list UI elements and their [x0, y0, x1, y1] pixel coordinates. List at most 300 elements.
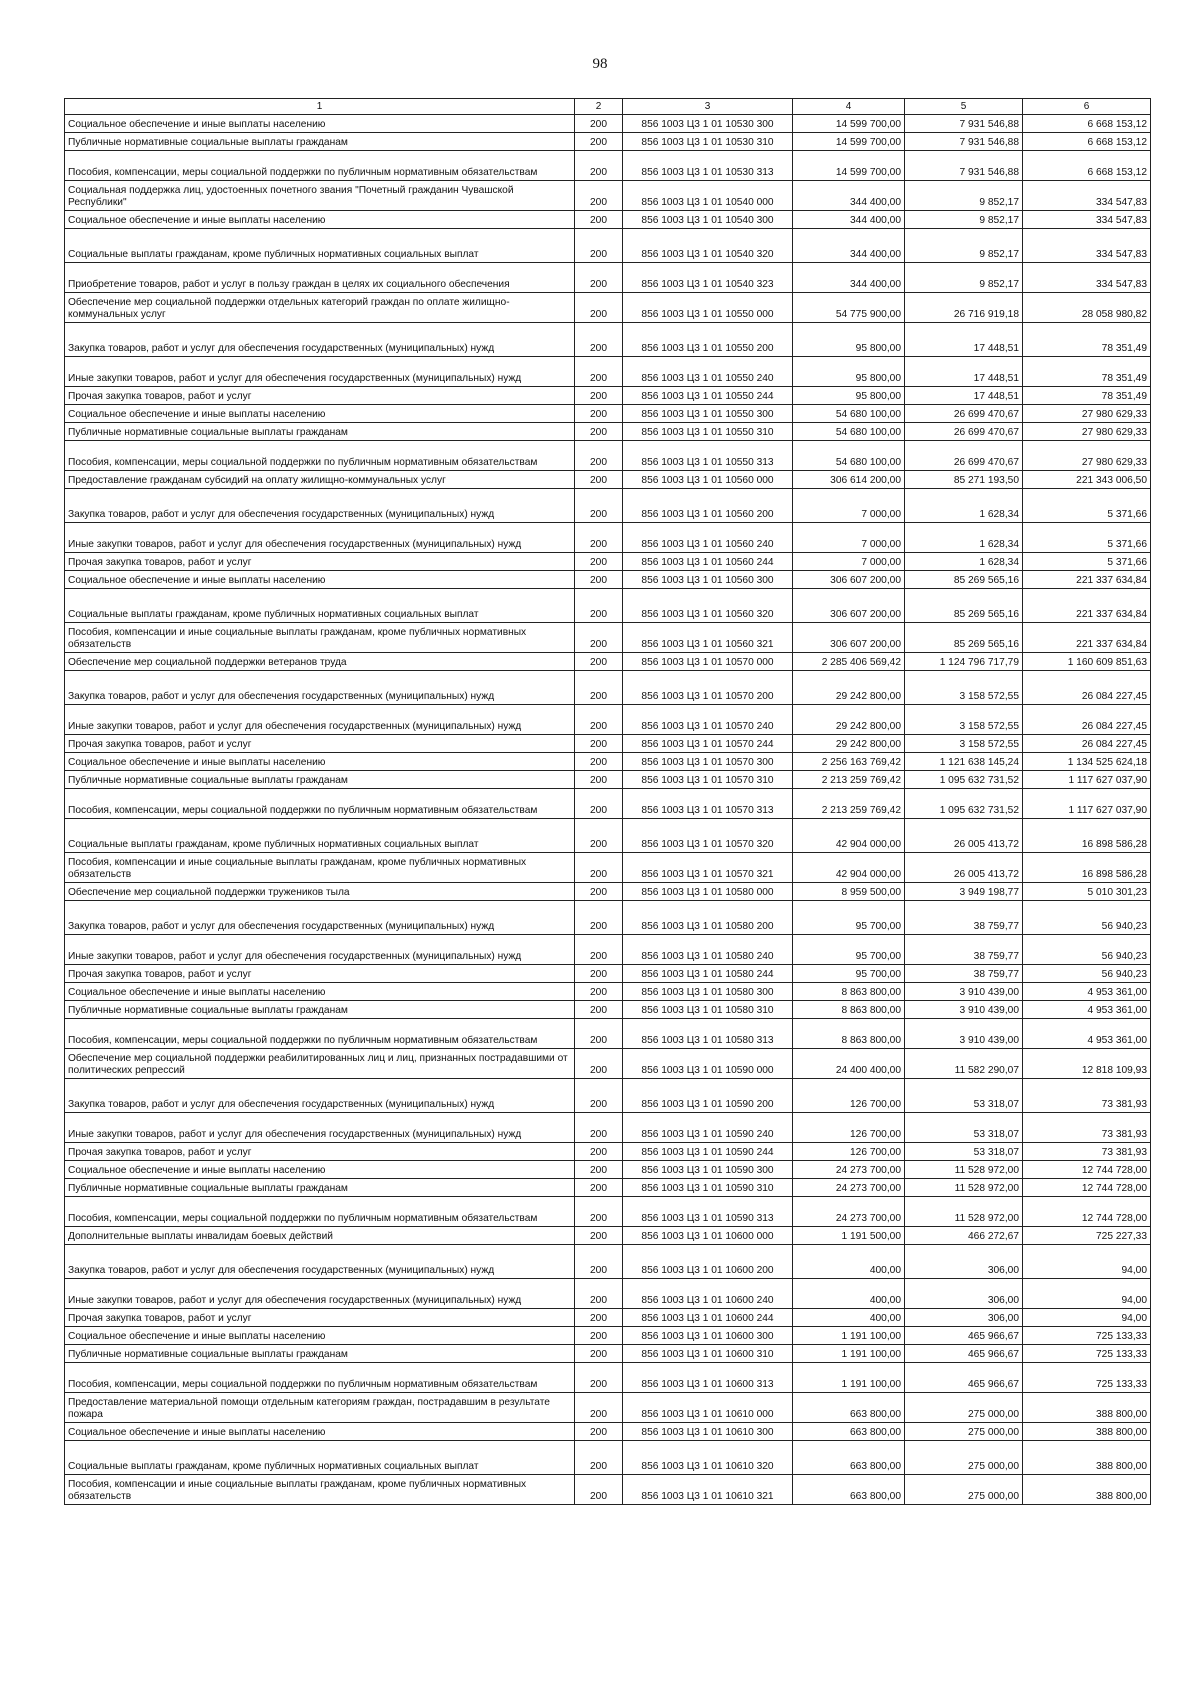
row-unexecuted-amount: 4 953 361,00 [1023, 983, 1151, 1001]
row-unexecuted-amount: 388 800,00 [1023, 1393, 1151, 1423]
column-header: 2 [575, 99, 623, 115]
row-budget-code: 856 1003 Ц3 1 01 10580 300 [623, 983, 793, 1001]
table-row [65, 357, 1151, 387]
row-line-code: 200 [575, 1001, 623, 1019]
row-name: Социальное обеспечение и иные выплаты населению [65, 1423, 575, 1441]
row-budget-code: 856 1003 Ц3 1 01 10570 240 [623, 705, 793, 735]
row-budget-code: 856 1003 Ц3 1 01 10600 200 [623, 1245, 793, 1279]
row-line-code: 200 [575, 1423, 623, 1441]
row-budget-code: 856 1003 Ц3 1 01 10550 313 [623, 441, 793, 471]
table-row [65, 211, 1151, 229]
row-executed-amount: 26 716 919,18 [905, 293, 1023, 323]
table-row [65, 653, 1151, 671]
row-line-code: 200 [575, 901, 623, 935]
table-row [65, 263, 1151, 293]
row-budget-code: 856 1003 Ц3 1 01 10580 313 [623, 1019, 793, 1049]
row-name: Пособия, компенсации и иные социальные выплаты гражданам, кроме публичных нормативных обязательств [65, 1475, 575, 1505]
row-approved-amount: 24 273 700,00 [793, 1197, 905, 1227]
row-executed-amount: 9 852,17 [905, 229, 1023, 263]
table-row [65, 789, 1151, 819]
row-name: Социальная поддержка лиц, удостоенных почетного звания "Почетный гражданин Чувашской Республики" [65, 181, 575, 211]
table-row [65, 571, 1151, 589]
row-approved-amount: 663 800,00 [793, 1423, 905, 1441]
row-unexecuted-amount: 56 940,23 [1023, 901, 1151, 935]
row-executed-amount: 26 699 470,67 [905, 405, 1023, 423]
row-approved-amount: 95 800,00 [793, 357, 905, 387]
row-approved-amount: 7 000,00 [793, 489, 905, 523]
row-approved-amount: 42 904 000,00 [793, 819, 905, 853]
row-name: Социальное обеспечение и иные выплаты населению [65, 1327, 575, 1345]
row-approved-amount: 2 213 259 769,42 [793, 771, 905, 789]
table-row [65, 1197, 1151, 1227]
row-unexecuted-amount: 725 133,33 [1023, 1327, 1151, 1345]
row-name: Публичные нормативные социальные выплаты гражданам [65, 1179, 575, 1197]
row-name: Публичные нормативные социальные выплаты гражданам [65, 771, 575, 789]
row-approved-amount: 7 000,00 [793, 553, 905, 571]
row-line-code: 200 [575, 1179, 623, 1197]
row-executed-amount: 11 582 290,07 [905, 1049, 1023, 1079]
row-name: Иные закупки товаров, работ и услуг для обеспечения государственных (муниципальных) нужд [65, 705, 575, 735]
table-row [65, 523, 1151, 553]
row-name: Пособия, компенсации, меры социальной поддержки по публичным нормативным обязательствам [65, 1019, 575, 1049]
row-line-code: 200 [575, 1441, 623, 1475]
row-executed-amount: 17 448,51 [905, 357, 1023, 387]
row-name: Прочая закупка товаров, работ и услуг [65, 1309, 575, 1327]
row-unexecuted-amount: 94,00 [1023, 1309, 1151, 1327]
row-line-code: 200 [575, 405, 623, 423]
row-unexecuted-amount: 28 058 980,82 [1023, 293, 1151, 323]
table-row [65, 1279, 1151, 1309]
row-budget-code: 856 1003 Ц3 1 01 10560 320 [623, 589, 793, 623]
row-budget-code: 856 1003 Ц3 1 01 10550 300 [623, 405, 793, 423]
row-executed-amount: 85 269 565,16 [905, 589, 1023, 623]
table-row [65, 771, 1151, 789]
row-line-code: 200 [575, 735, 623, 753]
row-unexecuted-amount: 221 337 634,84 [1023, 623, 1151, 653]
row-unexecuted-amount: 334 547,83 [1023, 229, 1151, 263]
row-line-code: 200 [575, 965, 623, 983]
row-name: Обеспечение мер социальной поддержки ветеранов труда [65, 653, 575, 671]
row-line-code: 200 [575, 133, 623, 151]
row-approved-amount: 1 191 100,00 [793, 1363, 905, 1393]
column-header: 5 [905, 99, 1023, 115]
row-approved-amount: 95 700,00 [793, 901, 905, 935]
row-name: Социальные выплаты гражданам, кроме публичных нормативных социальных выплат [65, 229, 575, 263]
row-executed-amount: 26 699 470,67 [905, 441, 1023, 471]
row-executed-amount: 275 000,00 [905, 1441, 1023, 1475]
row-line-code: 200 [575, 983, 623, 1001]
table-row [65, 489, 1151, 523]
row-budget-code: 856 1003 Ц3 1 01 10570 300 [623, 753, 793, 771]
table-body [65, 115, 1151, 1505]
row-line-code: 200 [575, 653, 623, 671]
row-unexecuted-amount: 388 800,00 [1023, 1423, 1151, 1441]
row-name: Закупка товаров, работ и услуг для обеспечения государственных (муниципальных) нужд [65, 1079, 575, 1113]
row-executed-amount: 1 628,34 [905, 489, 1023, 523]
row-line-code: 200 [575, 357, 623, 387]
row-budget-code: 856 1003 Ц3 1 01 10600 310 [623, 1345, 793, 1363]
table-row [65, 671, 1151, 705]
row-name: Публичные нормативные социальные выплаты гражданам [65, 423, 575, 441]
row-approved-amount: 24 400 400,00 [793, 1049, 905, 1079]
row-name: Публичные нормативные социальные выплаты гражданам [65, 1345, 575, 1363]
row-approved-amount: 306 614 200,00 [793, 471, 905, 489]
row-budget-code: 856 1003 Ц3 1 01 10610 321 [623, 1475, 793, 1505]
table-row [65, 293, 1151, 323]
row-unexecuted-amount: 1 117 627 037,90 [1023, 789, 1151, 819]
table-row [65, 441, 1151, 471]
row-line-code: 200 [575, 553, 623, 571]
row-budget-code: 856 1003 Ц3 1 01 10590 240 [623, 1113, 793, 1143]
row-name: Социальное обеспечение и иные выплаты населению [65, 115, 575, 133]
row-unexecuted-amount: 5 371,66 [1023, 553, 1151, 571]
column-header: 1 [65, 99, 575, 115]
row-name: Предоставление гражданам субсидий на оплату жилищно-коммунальных услуг [65, 471, 575, 489]
row-executed-amount: 38 759,77 [905, 935, 1023, 965]
row-budget-code: 856 1003 Ц3 1 01 10550 244 [623, 387, 793, 405]
row-unexecuted-amount: 1 134 525 624,18 [1023, 753, 1151, 771]
row-budget-code: 856 1003 Ц3 1 01 10550 240 [623, 357, 793, 387]
row-budget-code: 856 1003 Ц3 1 01 10560 244 [623, 553, 793, 571]
table-row [65, 935, 1151, 965]
row-budget-code: 856 1003 Ц3 1 01 10540 320 [623, 229, 793, 263]
row-executed-amount: 3 910 439,00 [905, 983, 1023, 1001]
row-budget-code: 856 1003 Ц3 1 01 10530 300 [623, 115, 793, 133]
row-executed-amount: 7 931 546,88 [905, 115, 1023, 133]
row-unexecuted-amount: 78 351,49 [1023, 387, 1151, 405]
row-budget-code: 856 1003 Ц3 1 01 10580 310 [623, 1001, 793, 1019]
row-approved-amount: 29 242 800,00 [793, 735, 905, 753]
row-unexecuted-amount: 5 371,66 [1023, 523, 1151, 553]
table-row [65, 1143, 1151, 1161]
row-executed-amount: 465 966,67 [905, 1363, 1023, 1393]
row-name: Пособия, компенсации и иные социальные выплаты гражданам, кроме публичных нормативных обязательств [65, 853, 575, 883]
table-row [65, 1079, 1151, 1113]
row-executed-amount: 3 158 572,55 [905, 705, 1023, 735]
row-name: Закупка товаров, работ и услуг для обеспечения государственных (муниципальных) нужд [65, 489, 575, 523]
row-line-code: 200 [575, 753, 623, 771]
row-unexecuted-amount: 725 133,33 [1023, 1345, 1151, 1363]
row-approved-amount: 663 800,00 [793, 1393, 905, 1423]
row-line-code: 200 [575, 1019, 623, 1049]
row-name: Прочая закупка товаров, работ и услуг [65, 387, 575, 405]
row-budget-code: 856 1003 Ц3 1 01 10590 310 [623, 1179, 793, 1197]
table-row [65, 323, 1151, 357]
row-name: Иные закупки товаров, работ и услуг для обеспечения государственных (муниципальных) нужд [65, 1279, 575, 1309]
row-approved-amount: 14 599 700,00 [793, 115, 905, 133]
table-row [65, 853, 1151, 883]
table-row [65, 623, 1151, 653]
row-line-code: 200 [575, 623, 623, 653]
table-row [65, 1423, 1151, 1441]
row-approved-amount: 24 273 700,00 [793, 1179, 905, 1197]
table-row [65, 1245, 1151, 1279]
row-budget-code: 856 1003 Ц3 1 01 10550 310 [623, 423, 793, 441]
row-approved-amount: 400,00 [793, 1309, 905, 1327]
row-name: Приобретение товаров, работ и услуг в пользу граждан в целях их социального обеспечения [65, 263, 575, 293]
row-unexecuted-amount: 56 940,23 [1023, 965, 1151, 983]
row-executed-amount: 11 528 972,00 [905, 1161, 1023, 1179]
row-executed-amount: 7 931 546,88 [905, 151, 1023, 181]
row-approved-amount: 8 959 500,00 [793, 883, 905, 901]
row-line-code: 200 [575, 263, 623, 293]
row-unexecuted-amount: 73 381,93 [1023, 1079, 1151, 1113]
row-line-code: 200 [575, 471, 623, 489]
row-budget-code: 856 1003 Ц3 1 01 10570 321 [623, 853, 793, 883]
row-executed-amount: 85 271 193,50 [905, 471, 1023, 489]
table-row [65, 965, 1151, 983]
row-name: Иные закупки товаров, работ и услуг для обеспечения государственных (муниципальных) нужд [65, 1113, 575, 1143]
row-line-code: 200 [575, 181, 623, 211]
row-name: Социальное обеспечение и иные выплаты населению [65, 405, 575, 423]
table-row [65, 133, 1151, 151]
row-executed-amount: 38 759,77 [905, 901, 1023, 935]
table-row [65, 229, 1151, 263]
row-name: Социальные выплаты гражданам, кроме публичных нормативных социальных выплат [65, 819, 575, 853]
row-unexecuted-amount: 56 940,23 [1023, 935, 1151, 965]
row-budget-code: 856 1003 Ц3 1 01 10600 240 [623, 1279, 793, 1309]
row-name: Пособия, компенсации и иные социальные выплаты гражданам, кроме публичных нормативных обязательств [65, 623, 575, 653]
header-row [65, 99, 1151, 115]
row-unexecuted-amount: 26 084 227,45 [1023, 735, 1151, 753]
row-approved-amount: 400,00 [793, 1245, 905, 1279]
row-name: Социальное обеспечение и иные выплаты населению [65, 211, 575, 229]
row-unexecuted-amount: 725 227,33 [1023, 1227, 1151, 1245]
row-line-code: 200 [575, 1279, 623, 1309]
budget-table [64, 98, 1151, 1505]
row-budget-code: 856 1003 Ц3 1 01 10550 200 [623, 323, 793, 357]
row-budget-code: 856 1003 Ц3 1 01 10560 300 [623, 571, 793, 589]
row-name: Прочая закупка товаров, работ и услуг [65, 553, 575, 571]
row-approved-amount: 344 400,00 [793, 263, 905, 293]
row-approved-amount: 7 000,00 [793, 523, 905, 553]
row-line-code: 200 [575, 229, 623, 263]
row-unexecuted-amount: 26 084 227,45 [1023, 705, 1151, 735]
row-approved-amount: 663 800,00 [793, 1441, 905, 1475]
row-executed-amount: 7 931 546,88 [905, 133, 1023, 151]
table-row [65, 1019, 1151, 1049]
row-budget-code: 856 1003 Ц3 1 01 10610 000 [623, 1393, 793, 1423]
row-unexecuted-amount: 78 351,49 [1023, 357, 1151, 387]
row-line-code: 200 [575, 151, 623, 181]
row-budget-code: 856 1003 Ц3 1 01 10570 310 [623, 771, 793, 789]
row-name: Публичные нормативные социальные выплаты гражданам [65, 1001, 575, 1019]
row-name: Прочая закупка товаров, работ и услуг [65, 965, 575, 983]
row-budget-code: 856 1003 Ц3 1 01 10560 321 [623, 623, 793, 653]
row-name: Иные закупки товаров, работ и услуг для обеспечения государственных (муниципальных) нужд [65, 523, 575, 553]
row-approved-amount: 663 800,00 [793, 1475, 905, 1505]
row-unexecuted-amount: 4 953 361,00 [1023, 1001, 1151, 1019]
row-budget-code: 856 1003 Ц3 1 01 10590 000 [623, 1049, 793, 1079]
row-line-code: 200 [575, 523, 623, 553]
row-unexecuted-amount: 26 084 227,45 [1023, 671, 1151, 705]
row-unexecuted-amount: 4 953 361,00 [1023, 1019, 1151, 1049]
table-row [65, 589, 1151, 623]
row-line-code: 200 [575, 1245, 623, 1279]
row-executed-amount: 3 910 439,00 [905, 1001, 1023, 1019]
row-unexecuted-amount: 5 010 301,23 [1023, 883, 1151, 901]
row-approved-amount: 344 400,00 [793, 211, 905, 229]
row-executed-amount: 275 000,00 [905, 1423, 1023, 1441]
row-budget-code: 856 1003 Ц3 1 01 10590 244 [623, 1143, 793, 1161]
row-unexecuted-amount: 27 980 629,33 [1023, 405, 1151, 423]
row-executed-amount: 85 269 565,16 [905, 623, 1023, 653]
row-name: Социальное обеспечение и иные выплаты населению [65, 983, 575, 1001]
row-approved-amount: 306 607 200,00 [793, 623, 905, 653]
row-name: Прочая закупка товаров, работ и услуг [65, 1143, 575, 1161]
row-executed-amount: 1 628,34 [905, 553, 1023, 571]
table-row [65, 471, 1151, 489]
row-executed-amount: 11 528 972,00 [905, 1179, 1023, 1197]
row-unexecuted-amount: 388 800,00 [1023, 1475, 1151, 1505]
row-approved-amount: 344 400,00 [793, 181, 905, 211]
row-executed-amount: 38 759,77 [905, 965, 1023, 983]
row-line-code: 200 [575, 1475, 623, 1505]
row-approved-amount: 1 191 500,00 [793, 1227, 905, 1245]
row-name: Пособия, компенсации, меры социальной поддержки по публичным нормативным обязательствам [65, 1197, 575, 1227]
row-name: Закупка товаров, работ и услуг для обеспечения государственных (муниципальных) нужд [65, 901, 575, 935]
row-executed-amount: 275 000,00 [905, 1393, 1023, 1423]
row-executed-amount: 1 124 796 717,79 [905, 653, 1023, 671]
row-line-code: 200 [575, 1049, 623, 1079]
row-budget-code: 856 1003 Ц3 1 01 10610 320 [623, 1441, 793, 1475]
row-line-code: 200 [575, 819, 623, 853]
row-line-code: 200 [575, 293, 623, 323]
table-row [65, 1113, 1151, 1143]
table-row [65, 819, 1151, 853]
row-unexecuted-amount: 334 547,83 [1023, 181, 1151, 211]
column-header: 6 [1023, 99, 1151, 115]
row-approved-amount: 24 273 700,00 [793, 1161, 905, 1179]
row-executed-amount: 3 158 572,55 [905, 735, 1023, 753]
table-row [65, 1179, 1151, 1197]
row-name: Иные закупки товаров, работ и услуг для обеспечения государственных (муниципальных) нужд [65, 357, 575, 387]
table-row [65, 1441, 1151, 1475]
row-approved-amount: 54 680 100,00 [793, 423, 905, 441]
row-approved-amount: 2 213 259 769,42 [793, 789, 905, 819]
row-unexecuted-amount: 334 547,83 [1023, 263, 1151, 293]
row-line-code: 200 [575, 571, 623, 589]
row-approved-amount: 42 904 000,00 [793, 853, 905, 883]
row-line-code: 200 [575, 1079, 623, 1113]
row-unexecuted-amount: 725 133,33 [1023, 1363, 1151, 1393]
row-approved-amount: 54 775 900,00 [793, 293, 905, 323]
row-name: Пособия, компенсации, меры социальной поддержки по публичным нормативным обязательствам [65, 151, 575, 181]
row-approved-amount: 306 607 200,00 [793, 571, 905, 589]
table-row [65, 753, 1151, 771]
row-unexecuted-amount: 6 668 153,12 [1023, 151, 1151, 181]
row-budget-code: 856 1003 Ц3 1 01 10600 300 [623, 1327, 793, 1345]
row-name: Иные закупки товаров, работ и услуг для обеспечения государственных (муниципальных) нужд [65, 935, 575, 965]
table-row [65, 1363, 1151, 1393]
row-approved-amount: 29 242 800,00 [793, 671, 905, 705]
row-executed-amount: 17 448,51 [905, 387, 1023, 405]
row-executed-amount: 85 269 565,16 [905, 571, 1023, 589]
row-line-code: 200 [575, 323, 623, 357]
row-budget-code: 856 1003 Ц3 1 01 10580 200 [623, 901, 793, 935]
row-executed-amount: 53 318,07 [905, 1079, 1023, 1113]
row-name: Обеспечение мер социальной поддержки тружеников тыла [65, 883, 575, 901]
row-line-code: 200 [575, 589, 623, 623]
column-header: 4 [793, 99, 905, 115]
row-line-code: 200 [575, 1197, 623, 1227]
row-unexecuted-amount: 73 381,93 [1023, 1143, 1151, 1161]
row-unexecuted-amount: 12 818 109,93 [1023, 1049, 1151, 1079]
row-name: Прочая закупка товаров, работ и услуг [65, 735, 575, 753]
row-executed-amount: 11 528 972,00 [905, 1197, 1023, 1227]
row-executed-amount: 26 699 470,67 [905, 423, 1023, 441]
table-row [65, 1049, 1151, 1079]
row-line-code: 200 [575, 423, 623, 441]
row-executed-amount: 465 966,67 [905, 1345, 1023, 1363]
row-approved-amount: 8 863 800,00 [793, 1001, 905, 1019]
row-executed-amount: 1 628,34 [905, 523, 1023, 553]
row-executed-amount: 1 095 632 731,52 [905, 771, 1023, 789]
row-budget-code: 856 1003 Ц3 1 01 10540 300 [623, 211, 793, 229]
row-budget-code: 856 1003 Ц3 1 01 10560 200 [623, 489, 793, 523]
row-approved-amount: 29 242 800,00 [793, 705, 905, 735]
row-name: Пособия, компенсации, меры социальной поддержки по публичным нормативным обязательствам [65, 1363, 575, 1393]
row-unexecuted-amount: 5 371,66 [1023, 489, 1151, 523]
row-budget-code: 856 1003 Ц3 1 01 10570 200 [623, 671, 793, 705]
row-line-code: 200 [575, 789, 623, 819]
table-row [65, 1001, 1151, 1019]
row-unexecuted-amount: 78 351,49 [1023, 323, 1151, 357]
row-line-code: 200 [575, 387, 623, 405]
row-line-code: 200 [575, 211, 623, 229]
row-unexecuted-amount: 1 160 609 851,63 [1023, 653, 1151, 671]
row-approved-amount: 306 607 200,00 [793, 589, 905, 623]
row-unexecuted-amount: 12 744 728,00 [1023, 1161, 1151, 1179]
row-budget-code: 856 1003 Ц3 1 01 10610 300 [623, 1423, 793, 1441]
row-line-code: 200 [575, 1363, 623, 1393]
row-budget-code: 856 1003 Ц3 1 01 10540 000 [623, 181, 793, 211]
row-budget-code: 856 1003 Ц3 1 01 10570 320 [623, 819, 793, 853]
row-approved-amount: 126 700,00 [793, 1143, 905, 1161]
row-unexecuted-amount: 12 744 728,00 [1023, 1197, 1151, 1227]
row-executed-amount: 275 000,00 [905, 1475, 1023, 1505]
row-name: Обеспечение мер социальной поддержки отдельных категорий граждан по оплате жилищно-коммунальных услуг [65, 293, 575, 323]
row-executed-amount: 306,00 [905, 1245, 1023, 1279]
row-budget-code: 856 1003 Ц3 1 01 10580 244 [623, 965, 793, 983]
row-executed-amount: 17 448,51 [905, 323, 1023, 357]
row-line-code: 200 [575, 1161, 623, 1179]
row-budget-code: 856 1003 Ц3 1 01 10600 313 [623, 1363, 793, 1393]
row-unexecuted-amount: 221 343 006,50 [1023, 471, 1151, 489]
row-approved-amount: 126 700,00 [793, 1079, 905, 1113]
row-unexecuted-amount: 94,00 [1023, 1279, 1151, 1309]
row-budget-code: 856 1003 Ц3 1 01 10600 244 [623, 1309, 793, 1327]
row-approved-amount: 126 700,00 [793, 1113, 905, 1143]
row-name: Пособия, компенсации, меры социальной поддержки по публичным нормативным обязательствам [65, 441, 575, 471]
row-budget-code: 856 1003 Ц3 1 01 10600 000 [623, 1227, 793, 1245]
table-row [65, 1327, 1151, 1345]
row-executed-amount: 9 852,17 [905, 181, 1023, 211]
row-approved-amount: 14 599 700,00 [793, 133, 905, 151]
row-budget-code: 856 1003 Ц3 1 01 10580 240 [623, 935, 793, 965]
row-line-code: 200 [575, 1227, 623, 1245]
row-unexecuted-amount: 12 744 728,00 [1023, 1179, 1151, 1197]
table-row [65, 1227, 1151, 1245]
row-line-code: 200 [575, 935, 623, 965]
row-approved-amount: 95 800,00 [793, 323, 905, 357]
row-name: Социальные выплаты гражданам, кроме публичных нормативных социальных выплат [65, 1441, 575, 1475]
table-row [65, 901, 1151, 935]
row-budget-code: 856 1003 Ц3 1 01 10590 313 [623, 1197, 793, 1227]
row-budget-code: 856 1003 Ц3 1 01 10560 240 [623, 523, 793, 553]
page-number: 98 [592, 56, 608, 72]
row-name: Социальное обеспечение и иные выплаты населению [65, 571, 575, 589]
